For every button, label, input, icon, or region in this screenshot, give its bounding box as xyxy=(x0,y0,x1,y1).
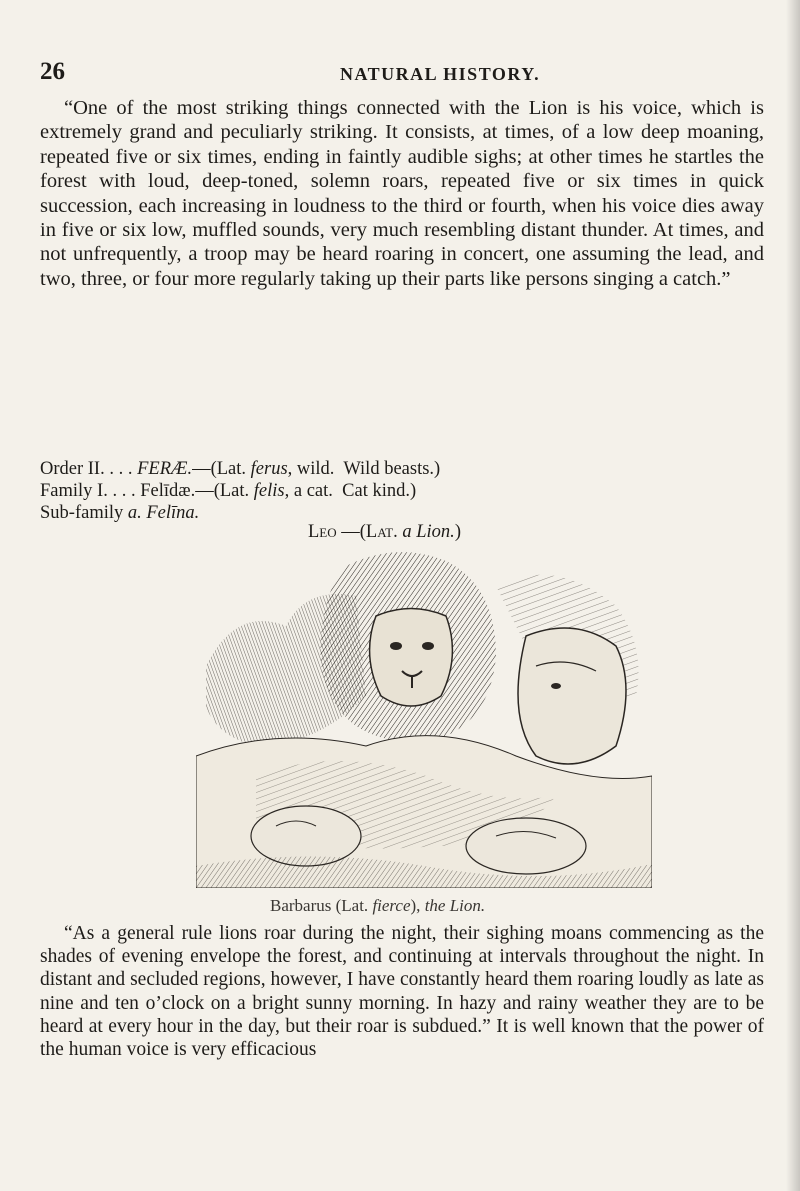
illustration-caption xyxy=(270,896,485,916)
order-label: Order II. . . . xyxy=(40,459,133,479)
page-number: 26 xyxy=(40,58,65,85)
family-latin: felis xyxy=(253,481,285,501)
family-name: Felīdæ. xyxy=(140,481,196,501)
family-gloss-pre: —(Lat. xyxy=(195,481,254,501)
lion-eye-right xyxy=(422,642,434,650)
running-head xyxy=(40,58,760,88)
taxonomy-family xyxy=(40,480,760,502)
order-latin: ferus xyxy=(250,459,288,479)
genus-gloss-pre: —(Lat. xyxy=(341,522,403,542)
taxonomy-order xyxy=(40,458,760,480)
cub-right xyxy=(466,818,586,874)
taxonomy-block xyxy=(40,458,760,524)
family-label: Family I. . . . xyxy=(40,481,136,501)
subfamily-name: Felīna. xyxy=(146,503,200,523)
family-gloss-post: , a cat. Cat kind.) xyxy=(284,481,417,501)
order-gloss-pre: —(Lat. xyxy=(192,459,251,479)
running-header-title: NATURAL HISTORY. xyxy=(340,64,541,84)
lion-voice-quote xyxy=(40,96,764,291)
lion-face xyxy=(370,609,453,707)
page-edge-shadow xyxy=(786,0,800,1191)
lion-eye-left xyxy=(390,642,402,650)
caption-mid: ), xyxy=(410,896,425,915)
lion-engraving-illustration xyxy=(196,546,652,888)
order-gloss-post: , wild. Wild beasts.) xyxy=(287,459,441,479)
taxonomy-genus xyxy=(308,522,461,543)
taxonomy-subfamily xyxy=(40,502,760,524)
caption-english: the Lion. xyxy=(424,896,486,915)
order-name: FERÆ. xyxy=(137,459,193,479)
lioness-head xyxy=(518,628,626,764)
genus-name: Leo xyxy=(308,522,337,542)
subfamily-letter: a. xyxy=(127,503,142,523)
body-text: “As a general rule lions roar during the night, their sighing moans commencing as the shades of evening envelope the forest, and continuing at intervals throughout the night. In distant and secluded regions, however, I have constantly heard them roaring loudly as late as nine and ten o’clock on a bright sunny morning. In hazy and rainy weather they are to be heard at every hour in the day, but their roar is subdued.” It is well known that the power of the human voice is very efficacious xyxy=(40,923,764,1061)
caption-pre: Barbarus (Lat. xyxy=(270,896,373,915)
caption-latin: fierce xyxy=(372,896,411,915)
body-paragraph xyxy=(40,922,764,1061)
lioness-eye xyxy=(551,683,561,689)
genus-latin: a Lion. xyxy=(402,522,455,542)
subfamily-label: Sub-family xyxy=(40,503,124,523)
quote-text: “One of the most striking things connected with the Lion is his voice, which is extremely grand and peculiarly striking. It consists, at times, of a low deep moaning, repeated five or six times, ending in faintly audible sighs; at other times he startles the forest with loud, deep-toned, solemn roars, repeated five or six times in quick succession, each increasing in loudness to the third or fourth, when his voice dies away in five or six low, muffled sounds, very much resembling distant thunder. At times, and not unfrequently, a troop may be heard roaring in concert, one assuming the lead, and two, three, or four more regularly taking up their parts like persons singing a catch.” xyxy=(40,97,764,290)
genus-gloss-post: ) xyxy=(454,522,461,542)
